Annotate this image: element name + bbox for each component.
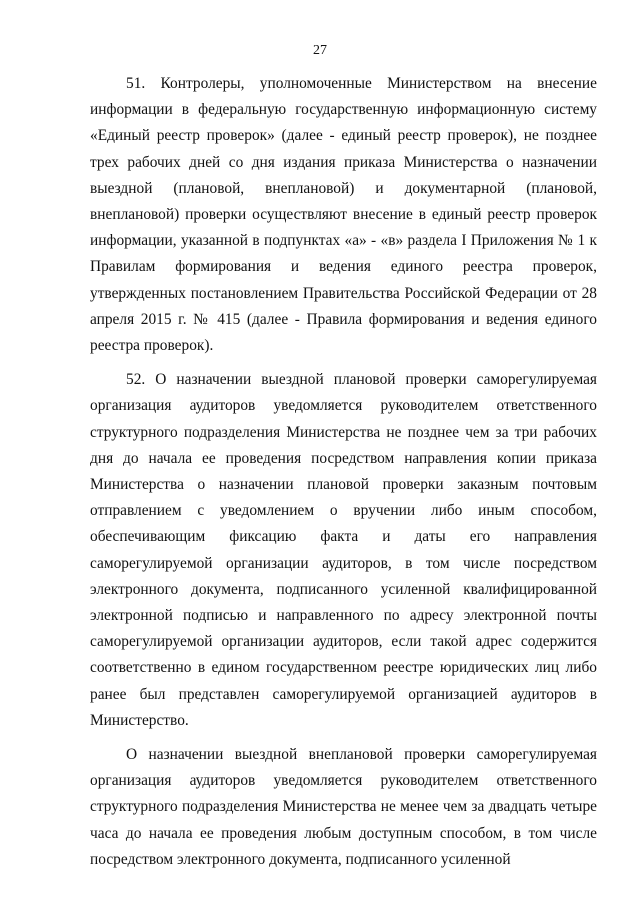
- page-number: 27: [313, 43, 327, 58]
- document-body: [90, 71, 597, 873]
- paragraph-52: 52. О назначении выездной плановой проверки саморегулируемая организация аудиторов уведомляется руководителем ответственного структурного подразделения Министерства не позднее чем за три рабочих дня до начала ее проведения посредством направления копии приказа Министерства о назначении плановой проверки заказным почтовым отправлением с уведомлением о вручении либо иным способом, обеспечивающим фиксацию факта и даты его направления саморегулируемой организации аудиторов, в том числе посредством электронного документа, подписанного усиленной квалифицированной электронной подписью и направленного по адресу электронной почты саморегулируемой организации аудиторов, если такой адрес содержится соответственно в едином государственном реестре юридических лиц либо ранее был представлен саморегулируемой организацией аудиторов в Министерство.: [90, 371, 597, 729]
- paragraph-51: 51. Контролеры, уполномоченные Министерством на внесение информации в федеральную государственную информационную систему «Единый реестр проверок» (далее - единый реестр проверок), не позднее трех рабочих дней со дня издания приказа Министерства о назначении выездной (плановой, внеплановой) и документарной (плановой, внеплановой) проверки осуществляют внесение в единый реестр проверок информации, указанной в подпунктах «а» - «в» раздела I Приложения № 1 к Правилам формирования и ведения единого реестра проверок, утвержденных постановлением Правительства Российской Федерации от 28 апреля 2015 г. № 415 (далее - Правила формирования и ведения единого реестра проверок).: [90, 75, 597, 355]
- paragraph-52-continuation: О назначении выездной внеплановой проверки саморегулируемая организация аудиторов уведомляется руководителем ответственного структурного подразделения Министерства не менее чем за двадцать четыре часа до начала ее проведения любым доступным способом, в том числе посредством электронного документа, подписанного усиленной: [90, 746, 597, 868]
